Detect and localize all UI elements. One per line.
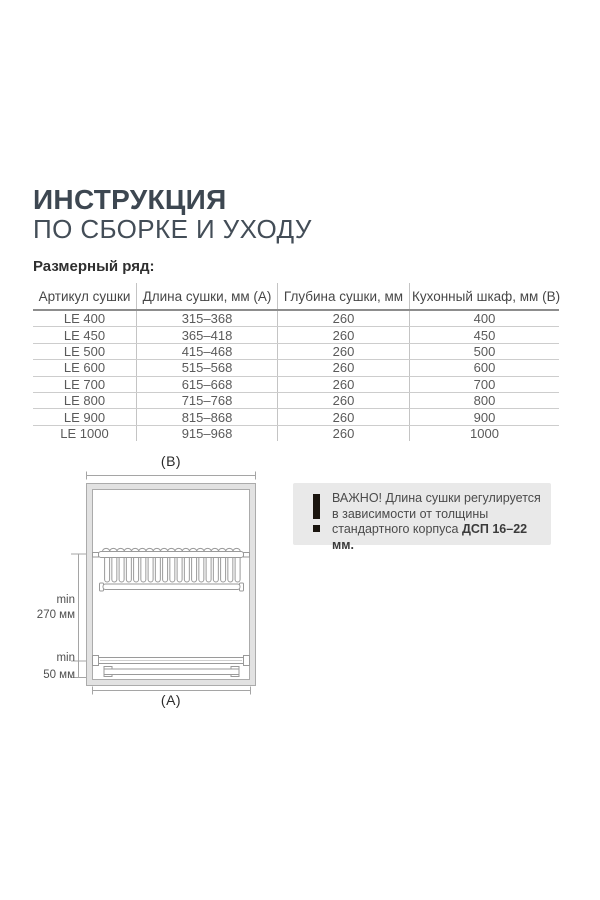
table-cell: 260 [278, 425, 410, 441]
table-row [33, 310, 559, 327]
table-cell: LE 400 [33, 310, 137, 327]
dimension-line-b [86, 472, 256, 480]
table-cell: LE 800 [33, 392, 137, 408]
table-cell: 260 [278, 409, 410, 425]
table-cell: LE 700 [33, 376, 137, 392]
table-cell: 515–568 [137, 360, 278, 376]
table-cell: 815–868 [137, 409, 278, 425]
page-subtitle: ПО СБОРКЕ И УХОДУ [33, 214, 312, 244]
table-cell: 600 [410, 360, 560, 376]
column-header-depth: Глубина сушки, мм [278, 283, 410, 310]
table-cell: LE 600 [33, 360, 137, 376]
table-cell: 315–368 [137, 310, 278, 327]
table-cell: 700 [410, 376, 560, 392]
table-cell: 900 [410, 409, 560, 425]
table-cell: 415–468 [137, 343, 278, 359]
dim-a-label: (A) [160, 692, 182, 708]
note-line1: ВАЖНО! Длина сушки регулируется [332, 491, 541, 505]
table-cell: 260 [278, 360, 410, 376]
min-height-label-min: min [56, 594, 75, 606]
table-header-row [33, 283, 559, 310]
table-cell: 800 [410, 392, 560, 408]
table-cell: 915–968 [137, 425, 278, 441]
table-cell: 260 [278, 327, 410, 343]
table-cell: 260 [278, 310, 410, 327]
page-title: ИНСТРУКЦИЯ [33, 184, 227, 215]
min-height-label-value: 270 мм [36, 609, 75, 621]
table-row [33, 425, 559, 441]
table-cell: 365–418 [137, 327, 278, 343]
column-header-length: Длина сушки, мм (А) [137, 283, 278, 310]
table-cell: 400 [410, 310, 560, 327]
column-header-cabinet: Кухонный шкаф, мм (В) [410, 283, 560, 310]
table-row [33, 327, 559, 343]
column-header-article: Артикул сушки [33, 283, 137, 310]
important-note [293, 483, 551, 552]
dim-b-label: (B) [160, 453, 182, 469]
exclamation-icon [313, 494, 320, 519]
table-row [33, 409, 559, 425]
table-cell: 260 [278, 392, 410, 408]
table-cell: 260 [278, 343, 410, 359]
table-row [33, 392, 559, 408]
table-cell: 615–668 [137, 376, 278, 392]
note-line3-bold: ДСП 16–22 мм. [332, 522, 528, 552]
table-cell: 715–768 [137, 392, 278, 408]
size-table-body [33, 310, 559, 441]
table-row [33, 360, 559, 376]
size-table-header [33, 283, 559, 310]
table-cell: 260 [278, 376, 410, 392]
table-row [33, 343, 559, 359]
table-cell: LE 900 [33, 409, 137, 425]
table-cell: LE 500 [33, 343, 137, 359]
exclamation-dot-icon [313, 525, 320, 532]
min-clearance-label-value: 50 мм [43, 669, 75, 681]
min-clearance-label-min: min [56, 652, 75, 664]
note-line2: в зависимости от толщины [332, 506, 489, 521]
table-cell: LE 450 [33, 327, 137, 343]
table-cell: 1000 [410, 425, 560, 441]
size-table [33, 283, 559, 441]
size-range-heading: Размерный ряд: [33, 258, 155, 275]
note-line3: стандартного корпуса [332, 522, 462, 536]
table-cell: LE 1000 [60, 425, 109, 441]
note-text [332, 491, 544, 553]
table-cell: 450 [410, 327, 560, 343]
table-cell: 500 [410, 343, 560, 359]
table-row [33, 376, 559, 392]
